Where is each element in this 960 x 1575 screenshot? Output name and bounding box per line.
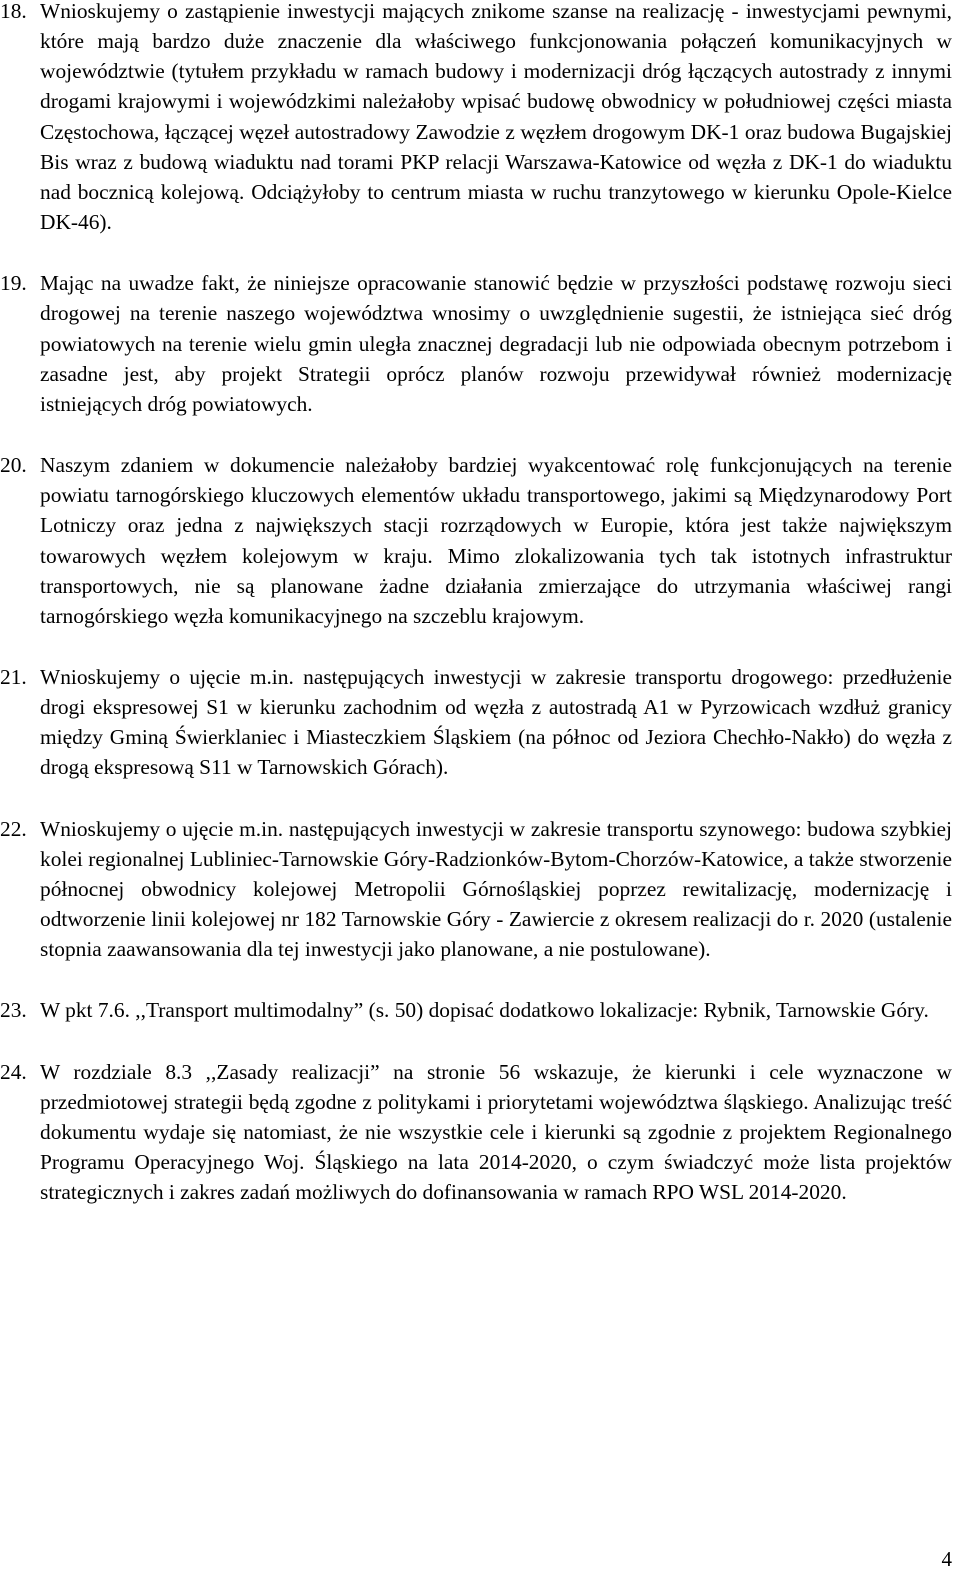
list-item-21 [0,662,952,783]
item-number: 23. [0,998,27,1023]
item-number: 21. [0,664,27,689]
item-number: 22. [0,816,27,841]
item-text: Wnioskujemy o ujęcie m.in. następujących inwestycji w zakresie transportu szynowego: budowa szybkiej kolei regionalnej Lubliniec-Tarnowskie Góry-Radzionków-Bytom-Chorzów-Katowice, a także stworzenie północnej obwodnicy kolejowej Metropolii Górnośląskiej poprzez rewitalizację, modernizację i odtworzenie linii kolejowej nr 182 Tarnowskie Góry - Zawiercie z okresem realizacji do r. 2020 (ustalenie stopnia zaawansowania dla tej inwestycji jako planowane, a nie postulowane). [40,816,952,962]
page-number: 4 [941,1547,952,1571]
item-text: W rozdziale 8.3 ,,Zasady realizacji” na stronie 56 wskazuje, że kierunki i cele wyznaczone w przedmiotowej strategii będą zgodne z politykami i priorytetami województwa śląskiego. Analizując treść dokumentu wydaje się natomiast, że nie wszystkie cele i kierunki są zgodnie z projektem Regionalnego Programu Operacyjnego Woj. Śląskiego na lata 2014-2020, o czym świadczyć może lista projektów strategicznych i zakres zadań możliwych do dofinansowania w ramach RPO WSL 2014-2020. [40,1059,952,1205]
list-item-24 [0,1057,952,1208]
list-item-19 [0,268,952,419]
item-number: 24. [0,1059,27,1084]
item-text: Wnioskujemy o ujęcie m.in. następujących inwestycji w zakresie transportu drogowego: przedłużenie drogi ekspresowej S1 w kierunku zachodnim od węzła z autostradą A1 w Pyrzowicach wzdłuż granicy między Gminą Świerklaniec i Miasteczkiem Śląskiem (na północ od Jeziora Chechło-Nakło) do węzła z drogą ekspresową S11 w Tarnowskich Górach). [40,664,952,780]
item-text: W pkt 7.6. ,,Transport multimodalny” (s. 50) dopisać dodatkowo lokalizacje: Rybnik, Tarnowskie Góry. [40,998,929,1023]
item-text: Mając na uwadze fakt, że niniejsze opracowanie stanowić będzie w przyszłości podstawę rozwoju sieci drogowej na terenie naszego województwa wnosimy o uwzględnienie sugestii, że istniejąca sieć dróg powiatowych na terenie wielu gmin uległa znacznej degradacji lub nie odpowiada obecnym potrzebom i zasadne jest, aby projekt Strategii oprócz planów rozwoju przewidywał również modernizację istniejących dróg powiatowych. [40,271,952,416]
list-item-22 [0,814,952,965]
list-item-20 [0,450,952,631]
item-text: Naszym zdaniem w dokumencie należałoby bardziej wyakcentować rolę funkcjonujących na terenie powiatu tarnogórskiego kluczowych elementów układu transportowego, jakimi są Międzynarodowy Port Lotniczy oraz jedna z największych stacji rozrządowych w Europie, która jest także największym towarowych węzłem kolejowym w kraju. Mimo zlokalizowania tych tak istotnych infrastruktur transportowych, nie są planowane żadne działania zmierzające do utrzymania właściwej rangi tarnogórskiego węzła komunikacyjnego na szczeblu krajowym. [40,453,952,628]
item-number: 20. [0,453,27,478]
item-text: Wnioskujemy o zastąpienie inwestycji mających znikome szanse na realizację - inwestycjami pewnymi, które mają bardzo duże znaczenie dla właściwego funkcjonowania połączeń komunikacyjnych w województwie (tytułem przykładu w ramach budowy i modernizacji dróg łączących autostrady z innymi drogami krajowymi i wojewódzkimi należałoby wpisać budowę obwodnicy w południowej części miasta Częstochowa, łączącej węzeł autostradowy Zawodzie z węzłem drogowym DK-1 oraz budowa Bugajskiej Bis wraz z budową wiaduktu nad torami PKP relacji Warszawa-Katowice od węzła z DK-1 do wiaduktu nad bocznicą kolejową. Odciążyłoby to centrum miasta w ruchu tranzytowego w kierunku Opole-Kielce DK-46). [40,0,952,235]
item-number: 18. [0,0,27,23]
list-item-18 [0,0,952,237]
item-number: 19. [0,271,27,296]
list-item-23 [0,995,952,1025]
